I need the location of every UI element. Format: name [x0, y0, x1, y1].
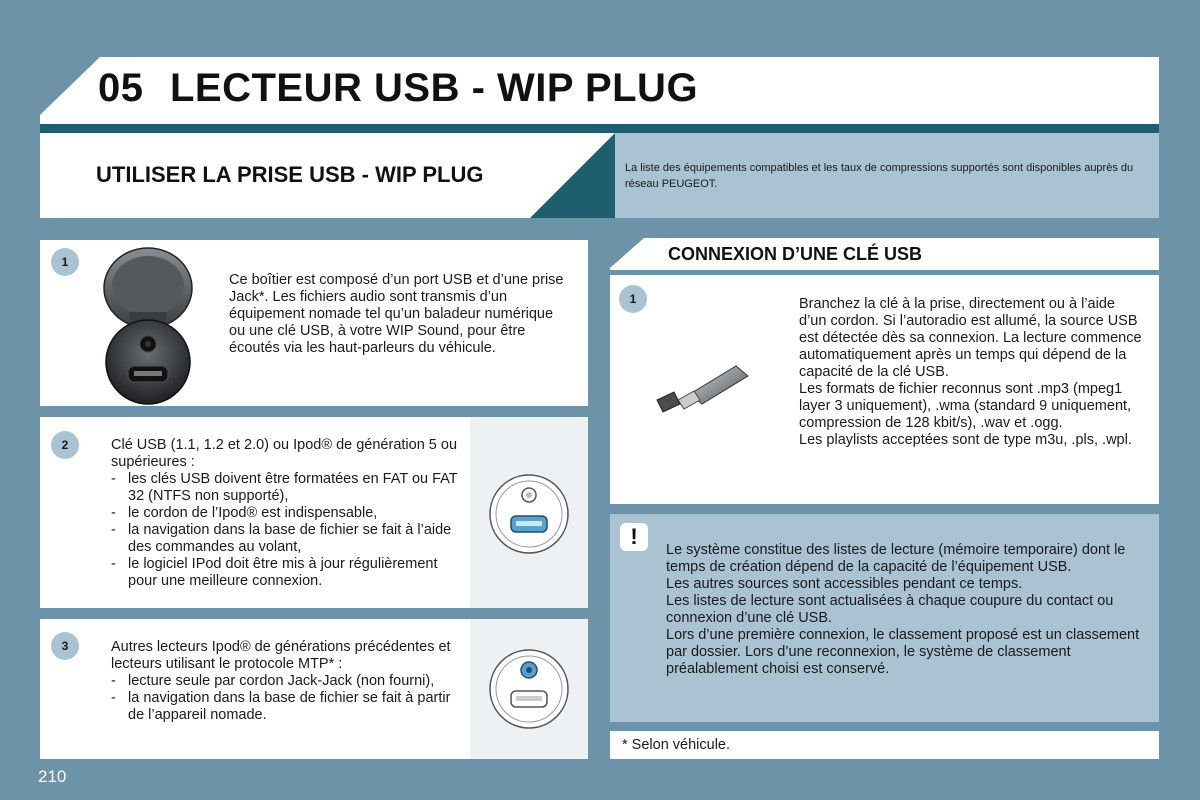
- step-badge-2: 2: [51, 431, 79, 459]
- connection-line: Branchez la clé à la prise, directement ou à l’aide d’un cordon. Si l’autoradio est allumé, la source USB est détectée dès sa connexion. La lecture commence automatiquement après un temps qui dépend de la capacité de la clé USB.: [799, 296, 1142, 380]
- list-item: - les clés USB doivent être formatées en FAT ou FAT 32 (NTFS non supporté),: [111, 471, 461, 505]
- panel-1-text: Ce boîtier est composé d’un port USB et d’une prise Jack*. Les fichiers audio sont transmis d’un équipement nomade tel qu’un baladeur numérique ou une clé USB, à votre WIP Sound, pour être écoutés via les haut-parleurs du véhicule.: [229, 272, 564, 356]
- warning-line: Le système constitue des listes de lecture (mémoire temporaire) dont le temps de création dépend de la capacité de l’équipement USB.: [666, 542, 1126, 575]
- warning-text: [666, 542, 1142, 678]
- step-badge-3: 3: [51, 632, 79, 660]
- panel-2-content: [111, 437, 461, 590]
- panel-3-content: [111, 639, 463, 724]
- list-item: - la navigation dans la base de fichier se fait à l’aide des commandes au volant,: [111, 522, 461, 556]
- step-badge-connection-1: 1: [619, 285, 647, 313]
- usb-jack-socket-icon: [100, 240, 196, 406]
- list-item: - le cordon de l’Ipod® est indispensable,: [111, 505, 461, 522]
- connection-text: [799, 296, 1145, 449]
- warning-line: Les listes de lecture sont actualisées à chaque coupure du contact ou connexion d’une clé USB.: [666, 593, 1114, 626]
- chapter-number: 05: [98, 66, 144, 110]
- list-item: - lecture seule par cordon Jack-Jack (non fourni),: [111, 673, 463, 690]
- connection-title: CONNEXION D’UNE CLÉ USB: [668, 244, 923, 264]
- step-badge-1: 1: [51, 248, 79, 276]
- header-stripe: [40, 124, 1159, 133]
- warning-line: Les autres sources sont accessibles pendant ce temps.: [666, 576, 1023, 592]
- warning-line: Lors d’une première connexion, le classement proposé est un classement par dossier. Lors d’une reconnexion, le système de classement préalablement choisi est conservé.: [666, 627, 1140, 677]
- usb-key-icon: [652, 358, 752, 418]
- warning-icon: !: [620, 523, 648, 551]
- list-item: - le logiciel IPod doit être mis à jour régulièrement pour une meilleure connexion.: [111, 556, 461, 590]
- list-item: - la navigation dans la base de fichier se fait à partir de l’appareil nomade.: [111, 690, 463, 724]
- connection-line: Les formats de fichier reconnus sont .mp3 (mpeg1 layer 3 uniquement), .wma (standard 9 uniquement, compression de 128 kbit/s), .wav et .ogg.: [799, 381, 1132, 431]
- panel-3-intro: Autres lecteurs Ipod® de générations précédentes et lecteurs utilisant le protocole MTP* :: [111, 639, 451, 672]
- chapter-title: LECTEUR USB - WIP PLUG: [170, 66, 699, 110]
- jack-port-highlight-icon: [488, 648, 570, 730]
- connection-line: Les playlists acceptées sont de type m3u, .pls, .wpl.: [799, 432, 1132, 448]
- page-number: 210: [38, 767, 67, 786]
- section-title: UTILISER LA PRISE USB - WIP PLUG: [96, 162, 484, 187]
- panel-2-intro: Clé USB (1.1, 1.2 et 2.0) ou Ipod® de génération 5 ou supérieures :: [111, 437, 458, 470]
- info-note-text: La liste des équipements compatibles et les taux de compressions supportés sont disponibles auprès du réseau PEUGEOT.: [625, 162, 1134, 190]
- footnote: * Selon véhicule.: [622, 737, 731, 753]
- usb-port-highlight-icon: [488, 473, 570, 555]
